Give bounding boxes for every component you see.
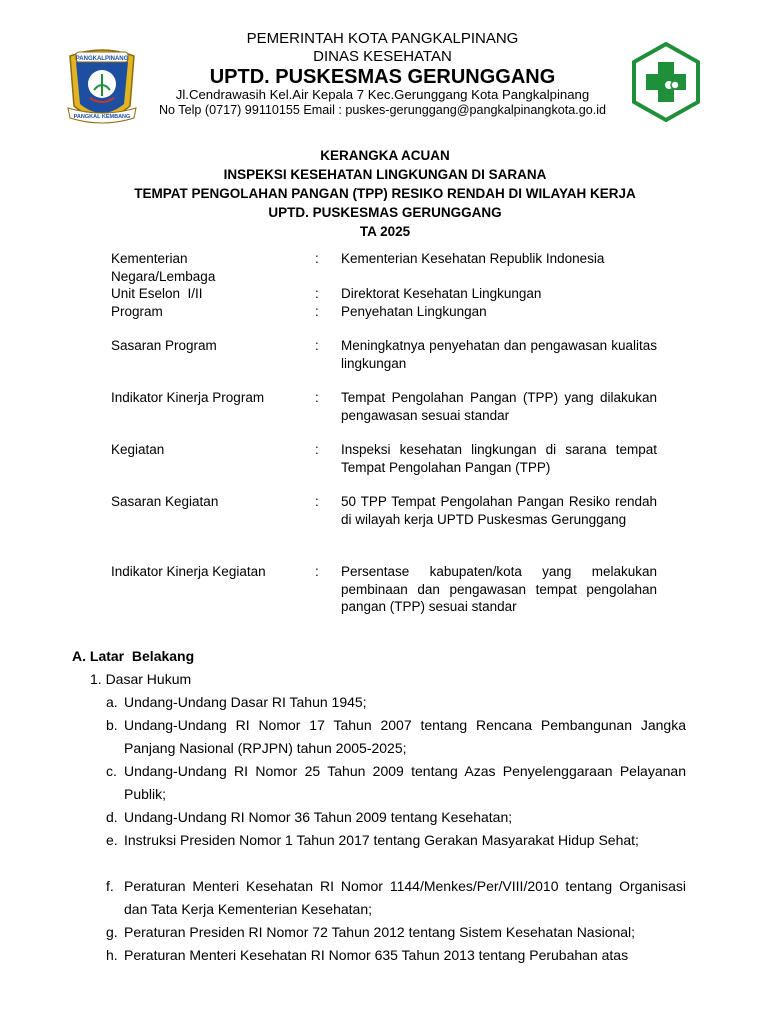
department-name: DINAS KESEHATAN (313, 48, 452, 65)
puskesmas-cross-logo-icon (631, 42, 701, 122)
address: Jl.Cendrawasih Kel.Air Kepala 7 Kec.Gerunggang Kota Pangkalpinang (175, 87, 590, 102)
subsection-heading: 1. Dasar Hukum (90, 671, 192, 687)
institution-name: UPTD. PUSKESMAS GERUNGGANG (209, 66, 556, 88)
contact-info: No Telp (0717) 99110155 Email : puskes-gerunggang@pangkalpinangkota.go.id (158, 103, 607, 117)
title-line-5: TA 2025 (359, 224, 411, 239)
svg-text:PANGKAL KEMBANG: PANGKAL KEMBANG (73, 114, 131, 120)
section-heading: A. Latar Belakang (72, 648, 195, 664)
city-crest-logo (64, 46, 140, 132)
document-title (80, 146, 690, 241)
title-line-3: TEMPAT PENGOLAHAN PANGAN (TPP) RESIKO RENDAH DI WILAYAH KERJA (134, 186, 636, 201)
government-name: PEMERINTAH KOTA PANGKALPINANG (246, 30, 519, 47)
title-line-2: INSPEKSI KESEHATAN LINGKUNGAN DI SARANA (223, 167, 547, 182)
letterhead (0, 0, 768, 130)
svg-text:PANGKALPINANG: PANGKALPINANG (75, 56, 129, 62)
title-line-1: KERANGKA ACUAN (320, 148, 450, 163)
title-line-4: UPTD. PUSKESMAS GERUNGGANG (268, 205, 502, 220)
